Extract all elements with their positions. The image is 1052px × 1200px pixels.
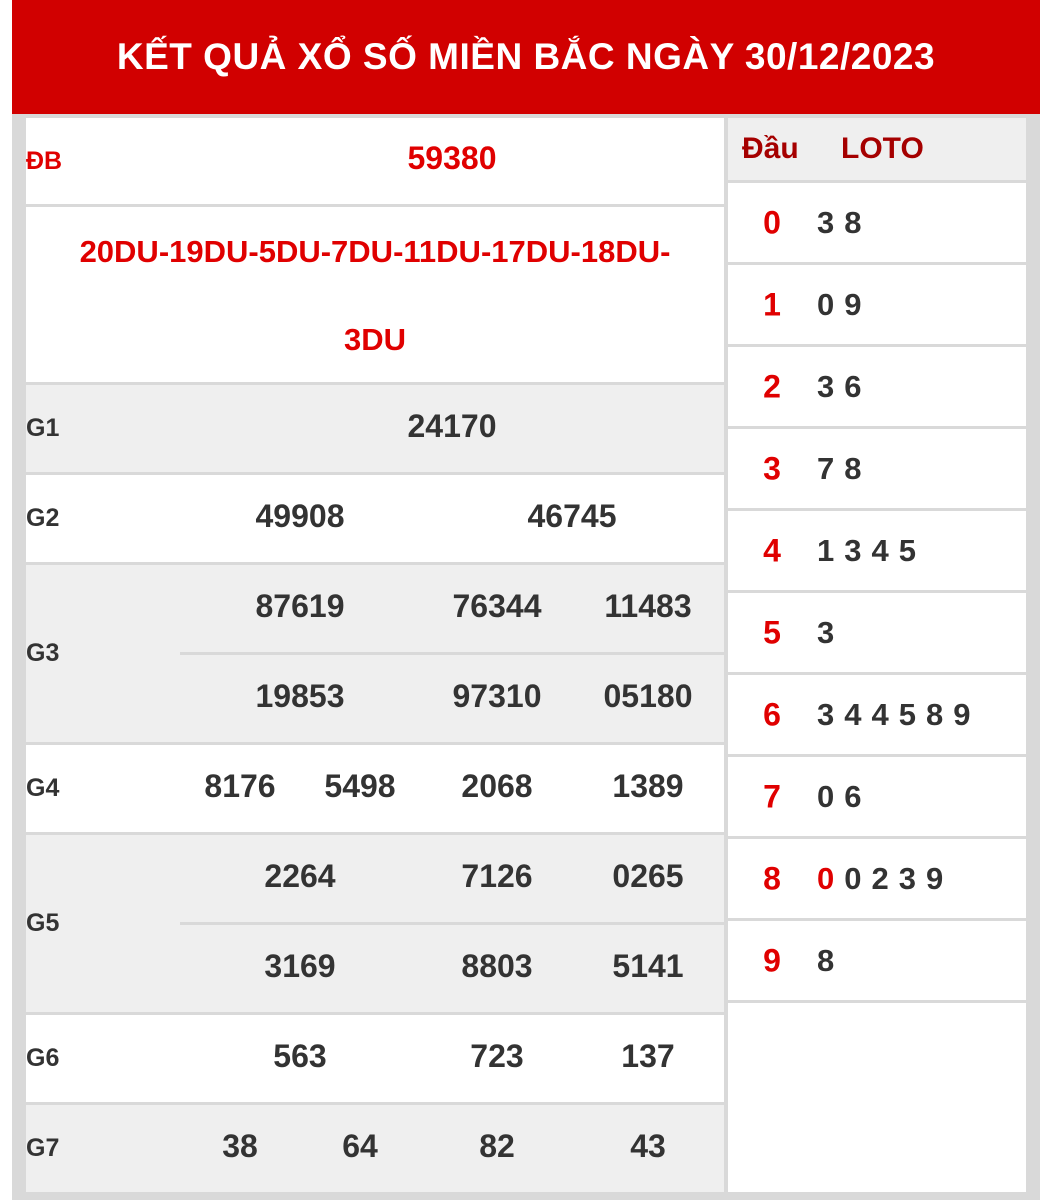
loto-tail-digit: 4	[844, 696, 862, 732]
loto-head-digit: 9	[763, 942, 781, 978]
page-title: KẾT QUẢ XỔ SỐ MIỀN BẮC NGÀY 30/12/2023	[12, 0, 1040, 114]
loto-head-digit: 5	[763, 614, 781, 650]
prize-value: 76344	[452, 588, 542, 624]
prize-value: 2068	[461, 768, 533, 804]
prize-value: 38	[222, 1128, 258, 1164]
loto-tails	[817, 615, 844, 651]
prize-row-g7	[26, 1105, 724, 1192]
special-prize-value: 59380	[407, 140, 497, 176]
loto-head-digit: 2	[763, 368, 781, 404]
loto-tail-digit: 3	[817, 368, 835, 404]
prize-row-g1	[26, 385, 724, 472]
loto-tail-digit: 4	[871, 532, 889, 568]
special-prize-label: ĐB	[26, 146, 63, 175]
prize-value: 8176	[204, 768, 276, 804]
prize-value: 723	[470, 1038, 524, 1074]
prize-value: 46745	[527, 498, 617, 534]
loto-tail-digit: 4	[871, 696, 889, 732]
prize-value: 2264	[264, 858, 336, 894]
loto-head-digit: 1	[763, 286, 781, 322]
prize-value: 3169	[264, 948, 336, 984]
loto-row	[728, 593, 1026, 672]
prize-value: 8803	[461, 948, 533, 984]
loto-tail-digit: 9	[926, 860, 944, 896]
loto-tail-digit: 1	[817, 532, 835, 568]
loto-tail-digit: 0	[817, 860, 835, 896]
loto-tail-digit: 3	[898, 860, 916, 896]
row-divider	[180, 652, 724, 655]
codes-line-2: 3DU	[343, 322, 407, 357]
prize-value: 43	[630, 1128, 666, 1164]
codes-row	[26, 207, 724, 382]
loto-tail-digit: 3	[817, 614, 835, 650]
loto-tail-digit: 3	[817, 204, 835, 240]
loto-tail-column-label: LOTO	[841, 132, 924, 165]
prize-value: 97310	[452, 678, 542, 714]
loto-tails	[817, 451, 872, 487]
loto-tail-digit: 2	[871, 860, 889, 896]
prize-value: 0265	[612, 858, 684, 894]
prize-value: 563	[273, 1038, 327, 1074]
prize-value: 5141	[612, 948, 684, 984]
prize-label-g3: G3	[26, 639, 60, 667]
prize-value: 11483	[604, 588, 692, 624]
loto-tail-digit: 7	[817, 450, 835, 486]
prize-value: 7126	[461, 858, 533, 894]
results-frame	[12, 114, 1040, 1200]
loto-head-digit: 0	[763, 204, 781, 240]
prize-value: 87619	[255, 588, 345, 624]
loto-head-column-label: Đầu	[742, 132, 799, 165]
loto-tail-digit: 8	[844, 204, 862, 240]
prize-label-g7: G7	[26, 1134, 60, 1162]
loto-head-digit: 8	[763, 860, 781, 896]
prize-row-g5	[26, 835, 724, 1012]
loto-row	[728, 511, 1026, 590]
special-prize-row	[26, 118, 724, 204]
loto-head-digit: 7	[763, 778, 781, 814]
codes-line-1: 20DU-19DU-5DU-7DU-11DU-17DU-18DU-	[79, 234, 671, 269]
prize-value: 05180	[603, 678, 693, 714]
loto-tails	[817, 697, 981, 733]
prize-value: 24170	[407, 408, 497, 444]
loto-row	[728, 675, 1026, 754]
prize-row-g3	[26, 565, 724, 742]
loto-tail-digit: 0	[817, 286, 835, 322]
loto-tail-digit: 0	[817, 778, 835, 814]
prize-value: 19853	[255, 678, 345, 714]
loto-row	[728, 347, 1026, 426]
row-divider	[180, 922, 724, 925]
loto-empty-area	[728, 1003, 1026, 1192]
loto-tail-digit: 3	[817, 696, 835, 732]
loto-row	[728, 429, 1026, 508]
loto-tails	[817, 861, 953, 897]
loto-tail-digit: 8	[817, 942, 835, 978]
results-card	[12, 0, 1040, 1200]
prize-label-g6: G6	[26, 1044, 60, 1072]
loto-tails	[817, 779, 872, 815]
loto-tails	[817, 205, 872, 241]
prize-row-g2	[26, 475, 724, 562]
prize-row-g6	[26, 1015, 724, 1102]
loto-row	[728, 757, 1026, 836]
loto-row	[728, 183, 1026, 262]
loto-tails	[817, 943, 844, 979]
prize-label-g4: G4	[26, 774, 60, 802]
loto-tail-digit: 6	[844, 778, 862, 814]
loto-tail-digit: 9	[953, 696, 971, 732]
loto-tail-digit: 5	[898, 696, 916, 732]
loto-row	[728, 839, 1026, 918]
prize-value: 82	[479, 1128, 515, 1164]
loto-head-digit: 4	[763, 532, 781, 568]
prize-value: 5498	[324, 768, 396, 804]
loto-tail-digit: 3	[844, 532, 862, 568]
loto-row	[728, 265, 1026, 344]
loto-tail-digit: 0	[844, 860, 862, 896]
loto-tail-digit: 9	[844, 286, 862, 322]
loto-tail-digit: 6	[844, 368, 862, 404]
loto-tail-digit: 8	[926, 696, 944, 732]
loto-header-row	[728, 118, 1026, 180]
loto-tail-digit: 5	[898, 532, 916, 568]
prize-label-g2: G2	[26, 504, 60, 532]
prize-label-g1: G1	[26, 414, 60, 442]
prize-value: 49908	[255, 498, 345, 534]
loto-tails	[817, 287, 872, 323]
prize-row-g4	[26, 745, 724, 832]
loto-tail-digit: 8	[844, 450, 862, 486]
prize-value: 137	[621, 1038, 675, 1074]
loto-row	[728, 921, 1026, 1000]
prize-value: 64	[342, 1128, 378, 1164]
loto-head-digit: 6	[763, 696, 781, 732]
prize-value: 1389	[612, 768, 684, 804]
prize-label-g5: G5	[26, 909, 60, 937]
loto-head-digit: 3	[763, 450, 781, 486]
loto-tails	[817, 369, 872, 405]
loto-tails	[817, 533, 926, 569]
